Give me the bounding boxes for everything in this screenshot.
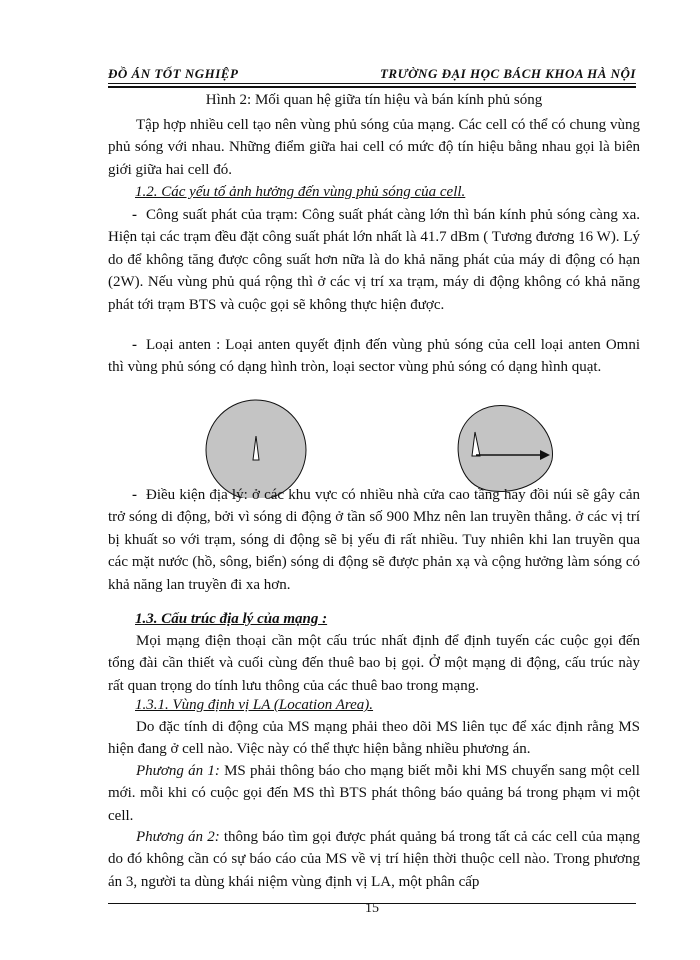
header-rule xyxy=(108,83,636,84)
page-number: 15 xyxy=(365,901,379,916)
section-heading-1-2 xyxy=(135,181,640,203)
paragraph-option-1 xyxy=(108,760,640,827)
section-title: 1.2. Các yếu tố ảnh hưởng đến vùng phủ sóng của cell. xyxy=(135,184,466,200)
bullet-text: Công suất phát của trạm: Công suất phát càng lớn thì bán kính phủ sóng càng xa. Hiện tại các trạm đều đặt công suất phát lớn nhất là 41.7 dBm ( Tương đương 16 W). Lý do để không tăng được công suất hơn nữa là do khả năng phát của máy di động có hạn (2W). Nếu vùng phủ quá rộng thì ở các vị trí xa trạm, máy di động không có khả năng phát tới trạm BTS và cuộc gọi sẽ không thực hiện được. xyxy=(108,207,640,313)
option-label: Phương án 1: xyxy=(136,763,220,779)
option-label: Phương án 2: xyxy=(136,829,220,845)
header-left: ĐỒ ÁN TỐT NGHIỆP xyxy=(108,66,239,81)
bullet-text: Loại anten : Loại anten quyết định đến vùng phủ sóng của cell loại anten Omni thì vùng phủ sóng có dạng hình tròn, loại sector vùng phủ sóng có dạng hình quạt. xyxy=(108,337,640,376)
bullet-antenna-type xyxy=(108,334,640,379)
figure-caption: Hình 2: Mối quan hệ giữa tín hiệu và bán kính phủ sóng xyxy=(205,92,543,108)
paragraph-network-structure: Mọi mạng điện thoại cần một cấu trúc nhất định để định tuyến các cuộc gọi đến tổng đài cần thiết và cuối cùng đến thuê bao bị gọi. Ở một mạng di động, cấu trúc này rất quan trọng do tính lưu thông của các thuê bao trong mạng. xyxy=(108,633,640,694)
bullet-geography xyxy=(108,484,640,596)
section-title: 1.3.1. Vùng định vị LA (Location Area). xyxy=(135,697,374,713)
section-heading-1-3 xyxy=(135,608,640,630)
page-header xyxy=(108,66,636,88)
section-title: 1.3. Cấu trúc địa lý của mạng : xyxy=(135,611,328,627)
coverage-diagram xyxy=(190,398,570,498)
sector-antenna-coverage xyxy=(458,406,552,492)
bullet-mark: - xyxy=(132,487,137,503)
bullet-transmit-power xyxy=(108,204,640,316)
section-heading-1-3-1 xyxy=(135,694,640,716)
header-right: TRƯỜNG ĐẠI HỌC BÁCH KHOA HÀ NỘI xyxy=(379,66,636,81)
option-text: MS phải thông báo cho mạng biết mỗi khi MS chuyển sang một cell mới. mỗi khi có cuộc gọi đến MS thì BTS phát thông báo quảng bá trong phạm vi một cell. xyxy=(108,763,640,824)
bullet-mark: - xyxy=(132,207,137,223)
paragraph-coverage-intro: Tập hợp nhiều cell tạo nên vùng phủ sóng của mạng. Các cell có thể có chung vùng phủ sóng với nhau. Những điểm giữa hai cell có mức độ tín hiệu bằng nhau gọi là biên giới giữa hai cell đó. xyxy=(108,117,640,178)
sector-coverage-shape xyxy=(458,406,552,492)
bullet-text: Điều kiện địa lý: ở các khu vực có nhiều nhà cửa cao tầng hay đồi núi sẽ gây cản trở sóng di động, bởi vì sóng di động ở tần số 900 Mhz nên lan truyền thẳng. ở các vị trí bị khuất so với trạm, sóng di động sẽ bị yếu đi rất nhiều. Tuy nhiên khi lan truyền qua các mặt nước (hồ, sông, biển) sóng di động sẽ được phản xạ và cộng hưởng làm sóng có khả năng lan truyền đi xa hơn. xyxy=(108,487,640,593)
header-rule-thick xyxy=(108,86,636,88)
bullet-mark: - xyxy=(132,337,137,353)
paragraph-option-2 xyxy=(108,826,640,893)
option-text: thông báo tìm gọi được phát quảng bá trong tất cả các cell của mạng do đó không cần có sự báo cáo của MS về vị trí hiện thời thuộc cell nào. Trong phương án 3, người ta dùng khái niệm vùng định vị LA, một phân cấp xyxy=(108,829,640,890)
paragraph-location-tracking: Do đặc tính di động của MS mạng phải theo dõi MS liên tục để xác định rằng MS hiện đang ở cell nào. Việc này có thể thực hiện bằng nhiều phương án. xyxy=(108,719,640,758)
